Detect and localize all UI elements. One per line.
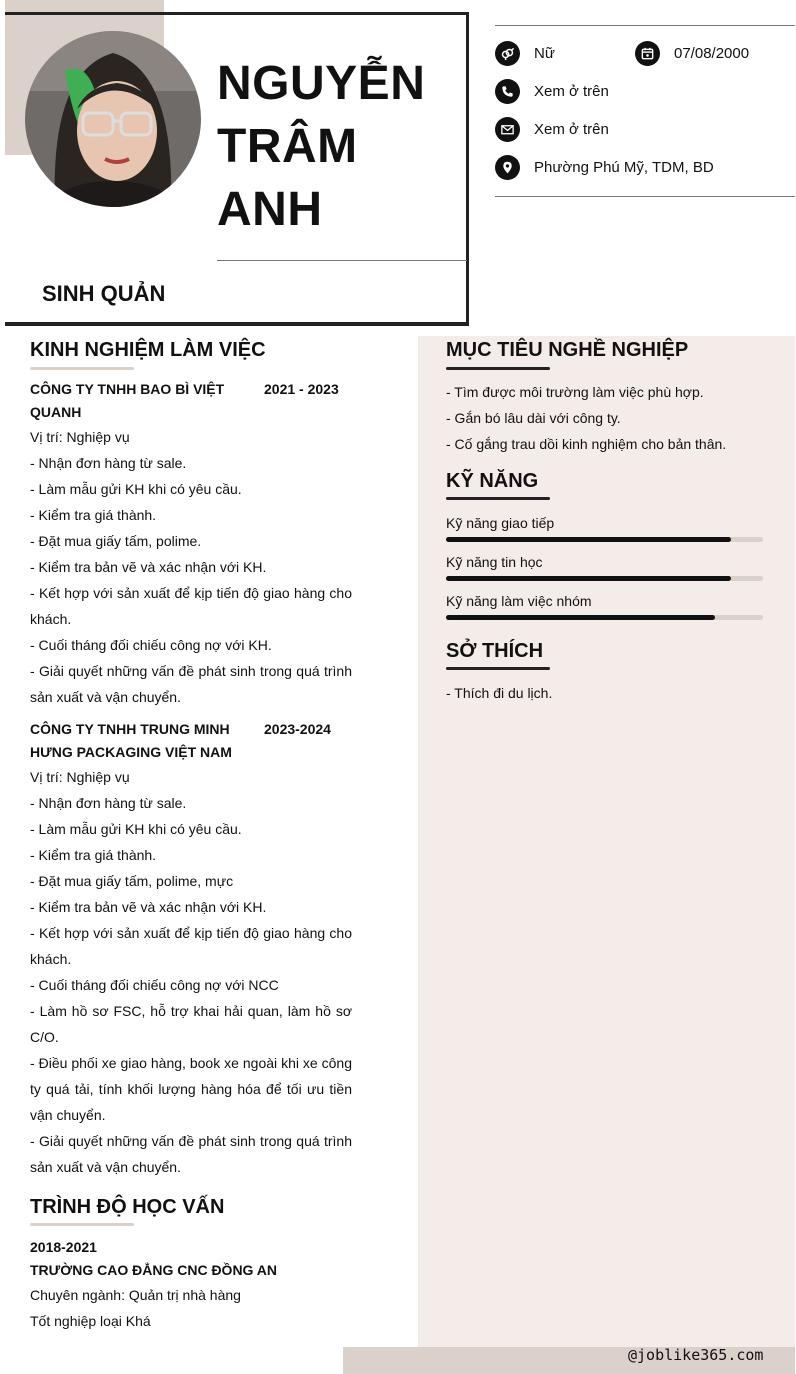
skill-bar-track [446, 615, 763, 620]
address-value: Phường Phú Mỹ, TDM, BD [534, 159, 714, 176]
education-entry [30, 1236, 352, 1334]
education-underline [30, 1223, 134, 1226]
skill-name: Kỹ năng làm việc nhóm [446, 593, 592, 609]
location-pin-icon [495, 155, 520, 180]
job-bullet: - Kết hợp với sản xuất để kịp tiến độ giao hàng cho khách. [30, 925, 352, 967]
job-entry [30, 378, 352, 710]
objective-item: - Tìm được môi trường làm việc phù hợp. [446, 384, 704, 400]
contact-email [495, 117, 609, 142]
objective-item: - Cố gắng trau dồi kinh nghiệm cho bản thân. [446, 436, 727, 452]
job-bullet: - Đặt mua giấy tấm, polime, mực [30, 873, 234, 889]
footer-watermark: @joblike365.com [628, 1346, 764, 1364]
avatar-photo [25, 31, 201, 207]
contact-address [495, 155, 714, 180]
skill-name: Kỹ năng giao tiếp [446, 515, 555, 531]
skill-bar-track [446, 537, 763, 542]
skill-name: Kỹ năng tin học [446, 554, 543, 570]
job-position: Vị trí: Nghiệp vụ [30, 769, 130, 785]
objective-title: MỤC TIÊU NGHỀ NGHIỆP [446, 339, 689, 361]
hobbies-underline [446, 667, 550, 670]
education-title: TRÌNH ĐỘ HỌC VẤN [30, 1196, 225, 1218]
job-bullet: - Kiểm tra bản vẽ và xác nhận với KH. [30, 559, 267, 575]
avatar [25, 31, 201, 207]
skill-bar-fill [446, 537, 731, 542]
hobbies-title: SỞ THÍCH [446, 640, 544, 662]
skill-bar-track [446, 576, 763, 581]
phone-icon [495, 79, 520, 104]
skills-title: KỸ NĂNG [446, 470, 539, 492]
objective-item: - Gắn bó lâu dài với công ty. [446, 410, 621, 426]
skills-underline [446, 497, 550, 500]
objective-list [446, 379, 766, 457]
contact-divider-bottom [495, 196, 795, 197]
job-bullet: - Đặt mua giấy tấm, polime. [30, 533, 202, 549]
job-bullet: - Giải quyết những vấn đề phát sinh trong quá trình sản xuất và vận chuyển. [30, 1133, 352, 1175]
job-bullet: - Kết hợp với sản xuất để kịp tiến độ giao hàng cho khách. [30, 585, 352, 627]
job-bullet: - Điều phối xe giao hàng, book xe ngoài khi xe công ty quá tải, tính khối lượng hàng hóa để tối ưu tiền vận chuyển. [30, 1055, 352, 1123]
job-bullet: - Nhận đơn hàng từ sale. [30, 455, 187, 471]
objective-underline [446, 367, 550, 370]
experience-list [30, 378, 352, 1188]
job-position: Vị trí: Nghiệp vụ [30, 429, 130, 445]
calendar-icon [635, 41, 660, 66]
gender-icon [495, 41, 520, 66]
education-grade: Tốt nghiệp loại Khá [30, 1313, 151, 1329]
job-company: CÔNG TY TNHH TRUNG MINH HƯNG PACKAGING VIỆT NAM [30, 721, 232, 760]
birthday-value: 07/08/2000 [674, 45, 750, 62]
job-bullet: - Cuối tháng đối chiếu công nợ với NCC [30, 977, 279, 993]
job-title: SINH QUẢN [42, 281, 166, 306]
job-bullet: - Cuối tháng đối chiếu công nợ với KH. [30, 637, 272, 653]
skill-item [446, 514, 763, 542]
job-company: CÔNG TY TNHH BAO BÌ VIỆT QUANH [30, 381, 225, 420]
email-value: Xem ở trên [534, 121, 609, 138]
contact-phone [495, 79, 609, 104]
envelope-icon [495, 117, 520, 142]
phone-value: Xem ở trên [534, 83, 609, 100]
job-bullet: - Làm mẫu gửi KH khi có yêu cầu. [30, 481, 242, 497]
education-major: Chuyên ngành: Quản trị nhà hàng [30, 1287, 241, 1303]
experience-underline [30, 367, 134, 370]
skill-item [446, 592, 763, 620]
education-years: 2018-2021 [30, 1239, 97, 1255]
job-years: 2023-2024 [264, 721, 331, 737]
header-frame-bottom [5, 322, 469, 325]
gender-value: Nữ [534, 45, 555, 62]
contact-divider-top [495, 25, 795, 26]
hobby-item: - Thích đi du lịch. [446, 685, 553, 701]
skill-item [446, 553, 763, 581]
job-bullet: - Kiểm tra giá thành. [30, 507, 157, 523]
job-years: 2021 - 2023 [264, 381, 339, 397]
job-bullet: - Kiểm tra bản vẽ và xác nhận với KH. [30, 899, 267, 915]
contact-gender [495, 41, 555, 66]
job-entry [30, 718, 352, 1180]
experience-title: KINH NGHIỆM LÀM VIỆC [30, 339, 266, 361]
job-bullet: - Làm hồ sơ FSC, hỗ trợ khai hải quan, làm hồ sơ C/O. [30, 1003, 352, 1045]
job-bullet: - Giải quyết những vấn đề phát sinh trong quá trình sản xuất và vận chuyển. [30, 663, 352, 705]
name-divider [217, 260, 467, 261]
job-bullet: - Kiểm tra giá thành. [30, 847, 157, 863]
education-school: TRƯỜNG CAO ĐẲNG CNC ĐỒNG AN [30, 1262, 278, 1278]
job-bullet: - Nhận đơn hàng từ sale. [30, 795, 187, 811]
job-bullet: - Làm mẫu gửi KH khi có yêu cầu. [30, 821, 242, 837]
skill-bar-fill [446, 576, 731, 581]
skill-bar-fill [446, 615, 715, 620]
full-name: NGUYỄN TRÂM ANH [217, 57, 426, 236]
contact-birthday [635, 41, 749, 66]
